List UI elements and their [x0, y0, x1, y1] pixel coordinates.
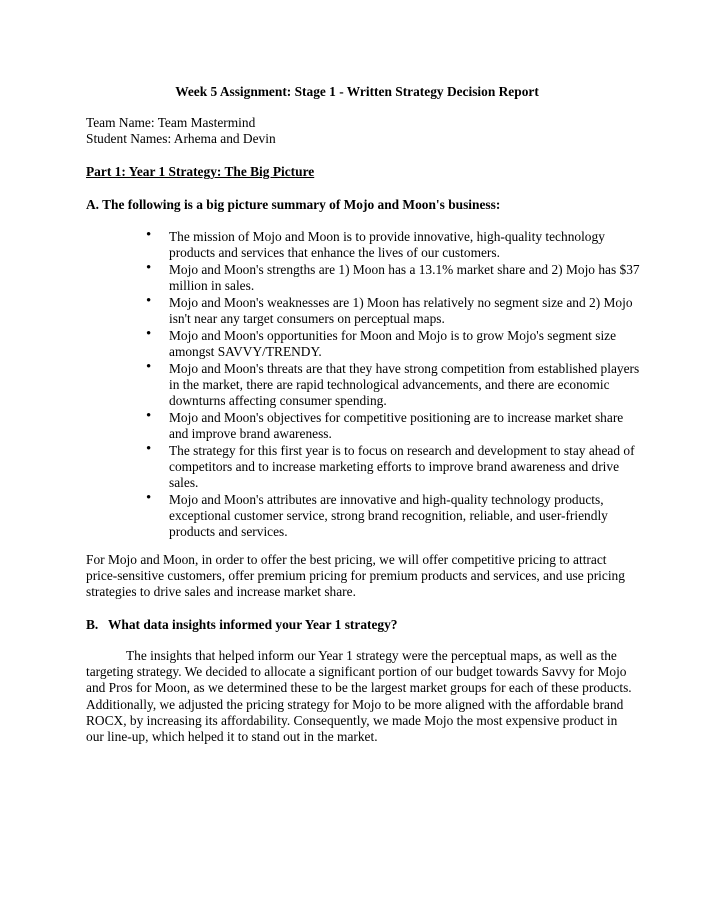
part1-heading: Part 1: Year 1 Strategy: The Big Picture: [86, 164, 315, 179]
bullet-text: Mojo and Moon's threats are that they have strong competition from established players in the market, there are rapid technological advancements, and there are economic downturns affecting consumer spending.: [169, 360, 640, 409]
bullet-icon: •: [146, 292, 152, 309]
insights-paragraph: The insights that helped inform our Year 1 strategy were the perceptual maps, as well as the targeting strategy. We decided to allocate a significant portion of our budget towards Savvy for Mojo and Pros for Moon, as we determined these to be the largest market groups for each of these products. Additionally, we adjusted the pricing strategy for Mojo to be more aligned with the affordable brand ROCX, by increasing its affordability. Consequently, we made Mojo the most expensive product in our line-up, which helped it to stand out in the market.: [86, 648, 632, 745]
bullet-text: Mojo and Moon's objectives for competitive positioning are to increase market share and improve brand awareness.: [169, 409, 624, 441]
document-title: Week 5 Assignment: Stage 1 - Written Strategy Decision Report: [175, 84, 539, 99]
bullet-icon: •: [146, 325, 152, 342]
bullet-text: Mojo and Moon's strengths are 1) Moon has a 13.1% market share and 2) Mojo has $37 million in sales.: [169, 261, 640, 294]
bullet-text: The strategy for this first year is to focus on research and development to stay ahead of competitors and to increase marketing efforts to improve brand awareness and drive sales.: [169, 442, 635, 491]
bullet-text: Mojo and Moon's attributes are innovative and high-quality technology products, exceptional customer service, strong brand recognition, reliable, and user-friendly products and services.: [169, 491, 608, 540]
section-b-number: B.: [86, 617, 99, 632]
bullet-text: The mission of Mojo and Moon is to provide innovative, high-quality technology products and services that enhance the lives of our customers.: [169, 229, 605, 261]
bullet-icon: •: [146, 227, 152, 243]
team-info: [86, 115, 276, 147]
team-name: Team Name: Team Mastermind: [86, 115, 256, 130]
bullet-icon: •: [146, 259, 152, 276]
bullet-icon: •: [146, 440, 152, 457]
student-names: Student Names: Arhema and Devin: [86, 131, 276, 147]
bullet-icon: •: [146, 489, 152, 506]
list-item: [144, 489, 644, 541]
list-item: [144, 325, 644, 360]
bullet-icon: •: [146, 407, 152, 424]
list-item: [144, 407, 644, 442]
section-a-heading: A. The following is a big picture summary of Mojo and Moon's business:: [86, 197, 501, 212]
list-item: [144, 259, 644, 294]
bullet-icon: •: [146, 358, 152, 375]
pricing-paragraph: For Mojo and Moon, in order to offer the best pricing, we will offer competitive pricing to attract price-sensitive customers, offer premium pricing for premium products and services, and use pricing strategies to drive sales and increase market share.: [86, 552, 625, 600]
list-item: [144, 229, 644, 261]
summary-bullet-list: [144, 229, 644, 541]
list-item: [144, 358, 644, 410]
list-item: [144, 440, 644, 492]
bullet-text: Mojo and Moon's opportunities for Moon and Mojo is to grow Mojo's segment size amongst SAVVY/TRENDY.: [169, 327, 617, 359]
section-b-heading-text: What data insights informed your Year 1 strategy?: [108, 617, 398, 632]
list-item: [144, 292, 644, 327]
section-b-heading: [86, 617, 398, 633]
bullet-text: Mojo and Moon's weaknesses are 1) Moon has relatively no segment size and 2) Mojo isn't near any target consumers on perceptual maps.: [169, 294, 633, 327]
